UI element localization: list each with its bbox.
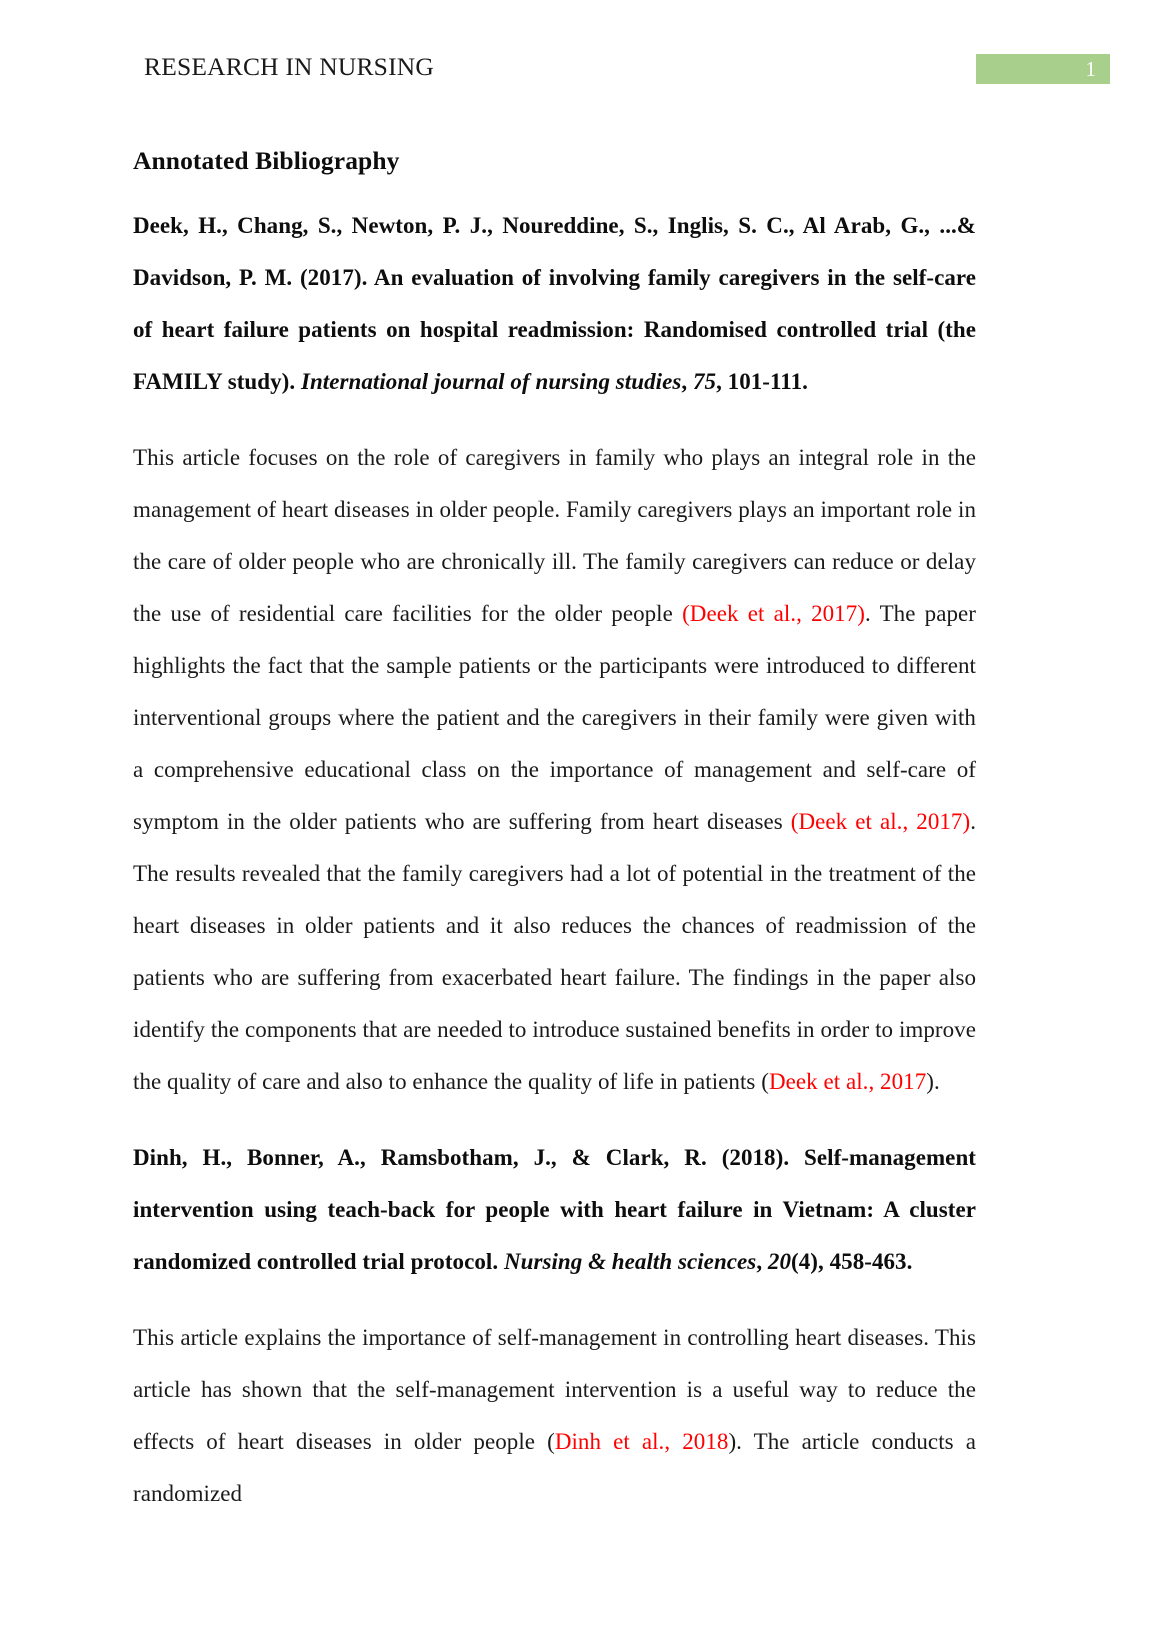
- citation-pages: (4), 458-463.: [791, 1249, 913, 1274]
- citation-volume: 20: [767, 1249, 792, 1274]
- in-text-citation: Deek et al., 2017: [768, 1069, 927, 1094]
- paragraph-text: . The paper highlights the fact that the sample patients or the participants were introduced to different interventional groups where the patient and the caregivers in their family were given with a comprehensive educational class on the importance of management and self-care of symptom in the older patients who are suffering from heart diseases: [133, 601, 976, 834]
- citation-authors-title: Deek, H., Chang, S., Newton, P. J., Noureddine, S., Inglis, S. C., Al Arab, G., ...& Davidson, P. M. (2017). An evaluation of involving family caregivers in the self-care of heart failure patients on hospital readmission: Randomised controlled trial (the FAMILY study).: [133, 213, 976, 394]
- document-body: [133, 144, 976, 1520]
- paragraph-text: This article explains the importance of self-management in controlling heart diseases. This article has shown that the self-management intervention is a useful way to reduce the effects of heart diseases in older people (: [133, 1325, 976, 1454]
- citation-journal-name: International journal of nursing studies: [300, 369, 682, 394]
- page-header: [0, 50, 1158, 90]
- in-text-citation: (Deek et al., 2017): [682, 601, 865, 626]
- annotation-paragraph: [133, 1312, 976, 1520]
- running-head-title: RESEARCH IN NURSING: [144, 52, 434, 81]
- citation-authors-title: Dinh, H., Bonner, A., Ramsbotham, J., & Clark, R. (2018). Self-management intervention using teach-back for people with heart failure in Vietnam: A cluster randomized controlled trial protocol.: [133, 1145, 976, 1274]
- in-text-citation: Dinh et al., 2018: [554, 1429, 729, 1454]
- citation-volume: 75: [692, 369, 717, 394]
- paragraph-text: . The results revealed that the family caregivers had a lot of potential in the treatment of the heart diseases in older patients and it also reduces the chances of readmission of the patients who are suffering from exacerbated heart failure. The findings in the paper also identify the components that are needed to introduce sustained benefits in order to improve the quality of care and also to enhance the quality of life in patients (: [133, 809, 976, 1094]
- paragraph-text: ).: [926, 1069, 940, 1094]
- in-text-citation: (Deek et al., 2017): [790, 809, 971, 834]
- page-number-box: [976, 54, 1110, 84]
- paragraph-text: ). The article conducts a randomized: [133, 1429, 976, 1506]
- bibliography-citation: [133, 1132, 976, 1288]
- page-number: 1: [1085, 57, 1096, 81]
- citation-separator: ,: [756, 1249, 768, 1274]
- citation-separator: ,: [681, 369, 693, 394]
- citation-pages: , 101-111.: [716, 369, 808, 394]
- page-title: Annotated Bibliography: [133, 146, 400, 175]
- paragraph-text: This article focuses on the role of caregivers in family who plays an integral role in the management of heart diseases in older people. Family caregivers plays an important role in the care of older people who are chronically ill. The family caregivers can reduce or delay the use of residential care facilities for the older people: [133, 445, 976, 626]
- citation-journal-name: Nursing & health sciences: [503, 1249, 757, 1274]
- bibliography-citation: [133, 200, 976, 408]
- annotation-paragraph: [133, 432, 976, 1108]
